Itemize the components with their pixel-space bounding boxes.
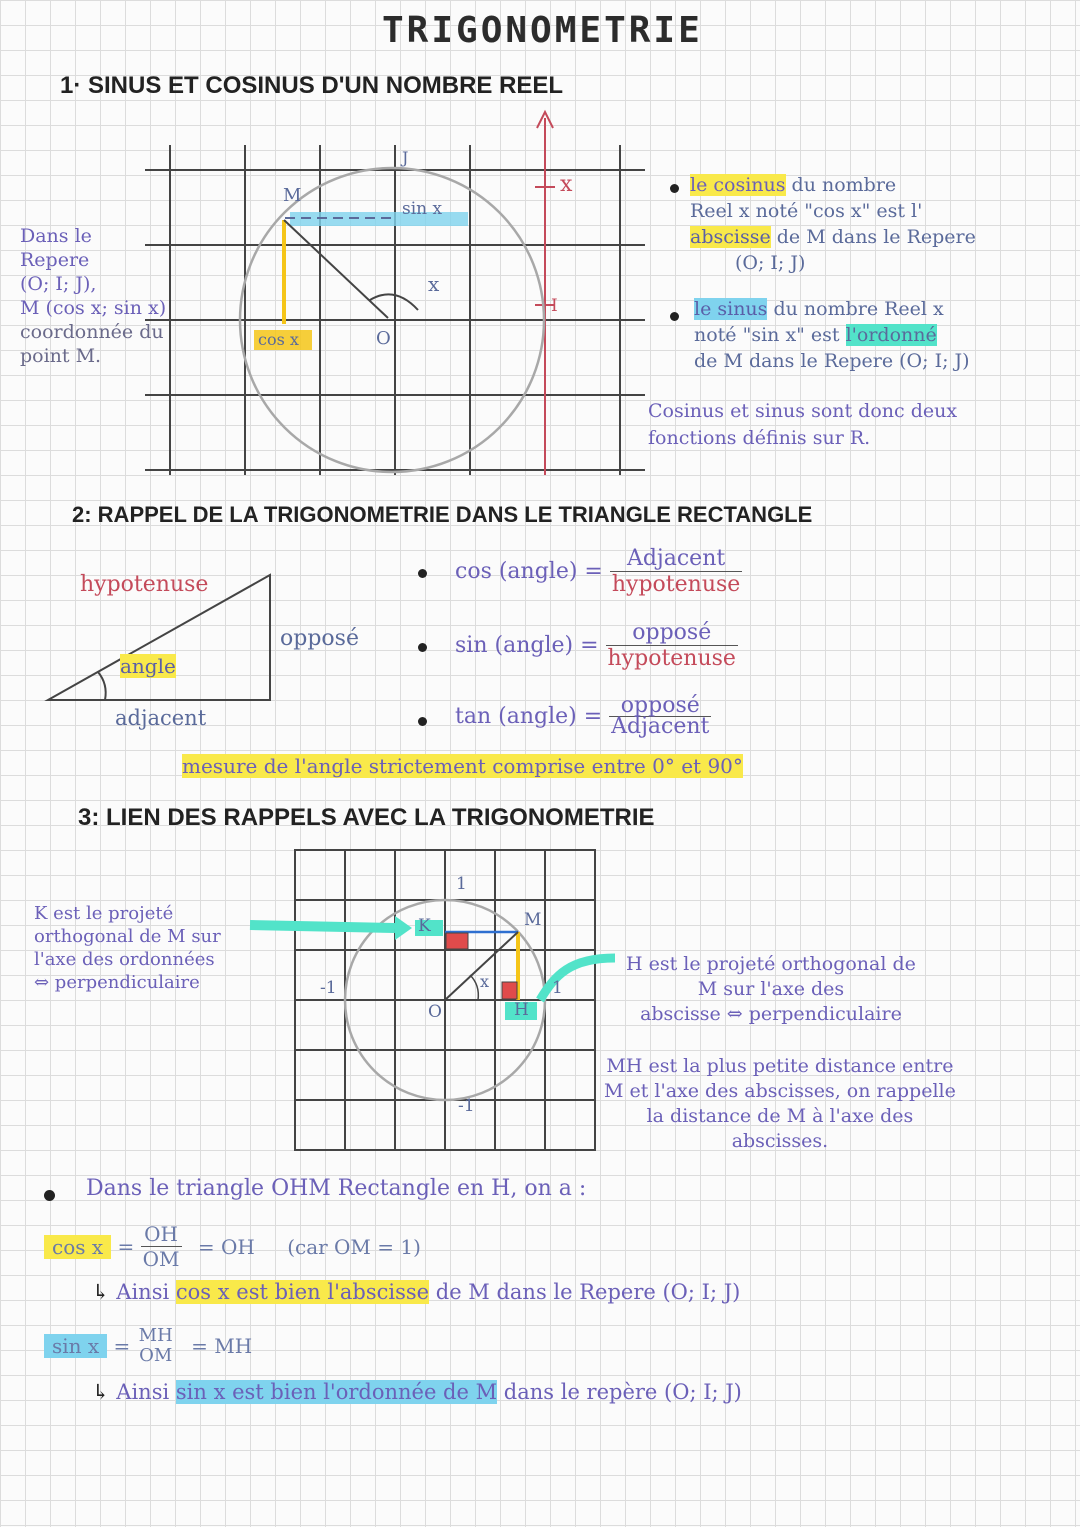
sinus-definition: le sinus du nombre Reel x noté "sin x" est l'ordonné de M dans le Repere (O; I; J) <box>694 298 970 372</box>
angle-arc-x <box>470 975 478 1000</box>
label-H: H <box>514 1000 529 1020</box>
section3-heading: 3: LIEN DES RAPPELS AVEC LA TRIGONOMETRIE <box>78 804 655 831</box>
label-1-top: 1 <box>456 874 467 894</box>
label-angle-x: x <box>480 972 490 991</box>
label-oppose: opposé <box>280 626 359 651</box>
label-angle-x: x <box>428 272 440 296</box>
page-title: TRIGONOMETRIE <box>382 10 703 51</box>
label-J: J <box>402 148 409 167</box>
h-projection-note: H est le projeté orthogonal de M sur l'axe des abscisse ⇔ perpendiculaire <box>626 953 916 1025</box>
cos-conclusion: ↳ Ainsi cos x est bien l'abscisse de M dans le Repere (O; I; J) <box>92 1280 741 1304</box>
section1-conclusion: Cosinus et sinus sont donc deux fonctions définis sur R. <box>648 400 958 449</box>
label-hypotenuse: hypotenuse <box>80 572 209 597</box>
label-K: K <box>418 916 431 936</box>
triangle-intro: Dans le triangle OHM Rectangle en H, on a : <box>86 1176 587 1201</box>
s1-left-note: Dans le Repere (O; I; J), M (cos x; sin x) coordonnée du point M. <box>20 225 167 367</box>
formula-cos: cos (angle) = $\frac{\text{Adjacent}}{\text{hypotenuse}}$ <box>455 546 741 597</box>
mh-distance-note: MH est la plus petite distance entre M et l'axe des abscisses, on rappelle la distance de M à l'axe des abscisses. <box>604 1055 956 1152</box>
label-M: M <box>524 910 542 930</box>
k-projection-note: K est le projeté orthogonal de M sur l'axe des ordonnées ⇔ perpendiculaire <box>34 903 221 993</box>
cosinus-definition: le cosinus du nombre Reel x noté "cos x" est l' abscisse de M dans le Repere (O; I; J) <box>690 174 976 274</box>
section2-heading: 2: RAPPEL DE LA TRIGONOMETRIE DANS LE TRIANGLE RECTANGLE <box>72 502 813 527</box>
label-minus1-left: -1 <box>320 978 337 998</box>
k-arrow <box>250 925 395 928</box>
formula-sin: sin (angle) = $\frac{\text{opposé}}{\text{hypotenuse}}$ <box>455 620 736 671</box>
label-cos: cos x <box>258 330 299 349</box>
label-sin: sin x <box>402 199 443 219</box>
label-adjacent: adjacent <box>115 706 207 730</box>
k-arrow-head-icon <box>395 916 412 940</box>
label-M: M <box>283 185 302 206</box>
angle-range-note: mesure de l'angle strictement comprise entre 0° et 90° <box>182 754 743 778</box>
label-O: O <box>428 1002 442 1022</box>
right-angle-mark <box>446 933 468 949</box>
section1-heading: 1· SINUS ET COSINUS D'UN NOMBRE REEL <box>60 72 564 99</box>
right-angle-mark <box>502 982 517 999</box>
label-1-right: 1 <box>552 978 563 998</box>
label-O: O <box>376 328 391 349</box>
label-angle: angle <box>120 654 176 678</box>
formula-tan: tan (angle) = $\frac{\text{opposé}}{\text{Adjacent}}$ <box>455 693 710 739</box>
arrow-icon: ↳ <box>92 1280 110 1304</box>
sin-conclusion: ↳ Ainsi sin x est bien l'ordonnée de M dans le repère (O; I; J) <box>92 1380 742 1404</box>
bullet <box>44 1190 55 1201</box>
label-x-axis: x <box>560 172 573 197</box>
label-I: I <box>551 296 558 316</box>
arrow-icon: ↳ <box>92 1380 110 1404</box>
sin-equation: sin x = MH OM = MH <box>44 1326 252 1366</box>
cos-equation: cos x = $\frac{OH}{OM}$ = OH (car OM = 1) <box>44 1222 421 1271</box>
label-minus1-bottom: -1 <box>458 1096 475 1116</box>
